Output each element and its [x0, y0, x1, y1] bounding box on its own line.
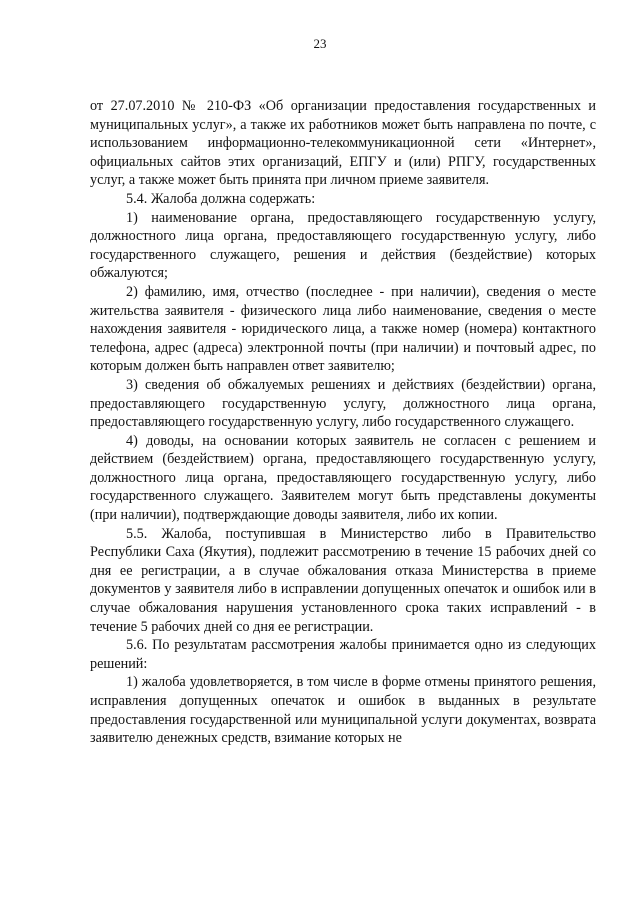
paragraph-continuation: от 27.07.2010 № 210-ФЗ «Об организации предоставления государственных и муниципальных услуг», а также их работников может быть направлена по почте, с использованием информационно-телекоммуникационной сети «Интернет», официальных сайтов этих организаций, ЕПГУ и (или) РПГУ, государственных услуг, а также может быть принята при личном приеме заявителя.	[90, 98, 596, 189]
paragraph-5-4-heading: 5.4. Жалоба должна содержать:	[126, 190, 316, 207]
document-body	[90, 97, 596, 748]
paragraph-item-3: 3) сведения об обжалуемых решениях и действиях (бездействии) органа, предоставляющего государственную услугу, должностного лица органа, предоставляющего государственную услугу, либо государственного служащего.	[90, 376, 596, 431]
paragraph-5-6: 5.6. По результатам рассмотрения жалобы принимается одно из следующих решений:	[90, 637, 596, 672]
page-number: 23	[313, 36, 327, 51]
paragraph-decision-1: 1) жалоба удовлетворяется, в том числе в форме отмены принятого решения, исправления допущенных опечаток и ошибок в выданных в результате предоставления государственной или муниципальной услуги документах, возврата заявителю денежных средств, взимание которых не	[90, 674, 596, 747]
paragraph-item-4: 4) доводы, на основании которых заявитель не согласен с решением и действием (бездействием) органа, предоставляющего государственную услугу, должностного лица органа, предоставляющего государственную услугу, либо государственного служащего. Заявителем могут быть представлены документы (при наличии), подтверждающие доводы заявителя, либо их копии.	[90, 432, 596, 524]
paragraph-5-5: 5.5. Жалоба, поступившая в Министерство либо в Правительство Республики Саха (Якутия), подлежит рассмотрению в течение 15 рабочих дней со дня ее регистрации, а в случае обжалования отказа Министерства в приеме документов у заявителя либо в исправлении допущенных опечаток и ошибок или в случае обжалования нарушения установленного срока таких исправлений - в течение 5 рабочих дней со дня ее регистрации.	[90, 525, 596, 635]
paragraph-item-1: 1) наименование органа, предоставляющего государственную услугу, должностного лица органа, предоставляющего государственную услугу, либо государственного служащего, решения и действия (бездействие) которых обжалуются;	[90, 209, 596, 282]
paragraph-item-2: 2) фамилию, имя, отчество (последнее - при наличии), сведения о месте жительства заявителя - физического лица либо наименование, сведения о месте нахождения заявителя - юридического лица, а также номер (номера) контактного телефона, адрес (адреса) электронной почты (при наличии) и почтовый адрес, по которым должен быть направлен ответ заявителю;	[90, 283, 596, 375]
